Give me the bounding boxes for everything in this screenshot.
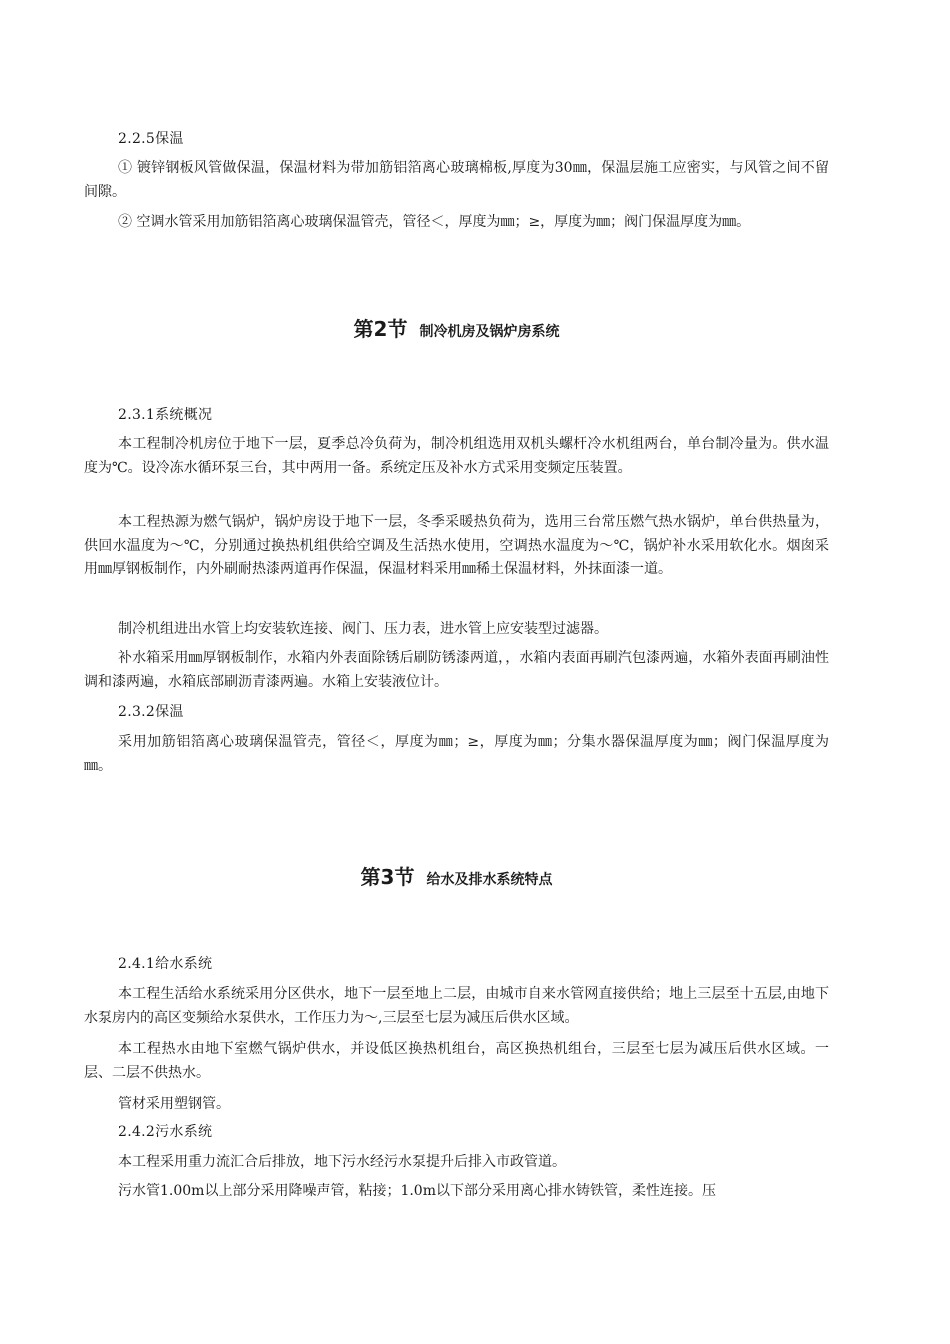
section-heading-3: [84, 861, 829, 890]
paragraph-pipe-insulation: ② 空调水管采用加筋铝箔离心玻璃保温管壳，管径＜，厚度为㎜；≥，厚度为㎜；阀门保温厚度为㎜。: [118, 214, 751, 230]
paragraph-duct-insulation: ① 镀锌钢板风管做保温，保温材料为带加筋铝箔离心玻璃棉板,厚度为30㎜，保温层施工应密实，与风管之间不留间隙。: [84, 160, 829, 200]
paragraph-sewage-discharge: 本工程采用重力流汇合后排放，地下污水经污水泵提升后排入市政管道。: [118, 1154, 566, 1170]
paragraph-insulation-2: 采用加筋铝箔离心玻璃保温管壳，管径＜，厚度为㎜；≥，厚度为㎜；分集水器保温厚度为㎜；阀门保温厚度为㎜。: [84, 734, 829, 774]
section-heading-2: [84, 313, 829, 342]
paragraph-boiler-room: 本工程热源为燃气锅炉，锅炉房设于地下一层，冬季采暖热负荷为，选用三台常压燃气热水锅炉，单台供热量为，供回水温度为～℃，分别通过换热机组供给空调及生活热水使用，空调热水温度为～℃，锅炉补水采用软化水。烟囱采用㎜厚钢板制作，内外刷耐热漆两道再作保温，保温材料采用㎜稀土保温材料，外抹面漆一道。: [84, 514, 829, 577]
section-number: 第2节: [353, 317, 408, 341]
paragraph-chiller-piping: 制冷机组进出水管上均安装软连接、阀门、压力表，进水管上应安装型过滤器。: [118, 621, 608, 637]
subsection-title-2-4-2: 2.4.2污水系统: [118, 1124, 213, 1140]
section-title: 给水及排水系统特点: [426, 872, 553, 888]
paragraph-pipe-material: 管材采用塑钢管。: [118, 1096, 230, 1112]
paragraph-water-supply: 本工程生活给水系统采用分区供水，地下一层至地上二层，由城市自来水管网直接供给；地上三层至十五层,由地下水泵房内的高区变频给水泵供水，工作压力为～,三层至七层为减压后供水区域。: [84, 986, 829, 1026]
subsection-title-2-3-2: 2.3.2保温: [118, 704, 184, 720]
section-title: 制冷机房及锅炉房系统: [419, 324, 560, 340]
paragraph-sewage-pipes: 污水管1.00m以上部分采用降噪声管，粘接；1.0m以下部分采用离心排水铸铁管，柔性连接。压: [118, 1183, 716, 1199]
paragraph-chiller-room: 本工程制冷机房位于地下一层，夏季总冷负荷为，制冷机组选用双机头螺杆冷水机组两台，单台制冷量为。供水温度为℃。设冷冻水循环泵三台，其中两用一备。系统定压及补水方式采用变频定压装置。: [84, 436, 829, 476]
paragraph-makeup-tank: 补水箱采用㎜厚钢板制作，水箱内外表面除锈后刷防锈漆两道，，水箱内表面再刷汽包漆两遍，水箱外表面再刷油性调和漆两遍，水箱底部刷沥青漆两遍。水箱上安装液位计。: [84, 650, 829, 690]
subsection-title-2-3-1: 2.3.1系统概况: [118, 407, 213, 423]
section-number: 第3节: [360, 865, 415, 889]
paragraph-hot-water: 本工程热水由地下室燃气锅炉供水，并设低区换热机组台，高区换热机组台，三层至七层为减压后供水区域。一层、二层不供热水。: [84, 1041, 829, 1081]
subsection-title-2-2-5: 2.2.5保温: [118, 131, 184, 147]
subsection-title-2-4-1: 2.4.1给水系统: [118, 956, 213, 972]
